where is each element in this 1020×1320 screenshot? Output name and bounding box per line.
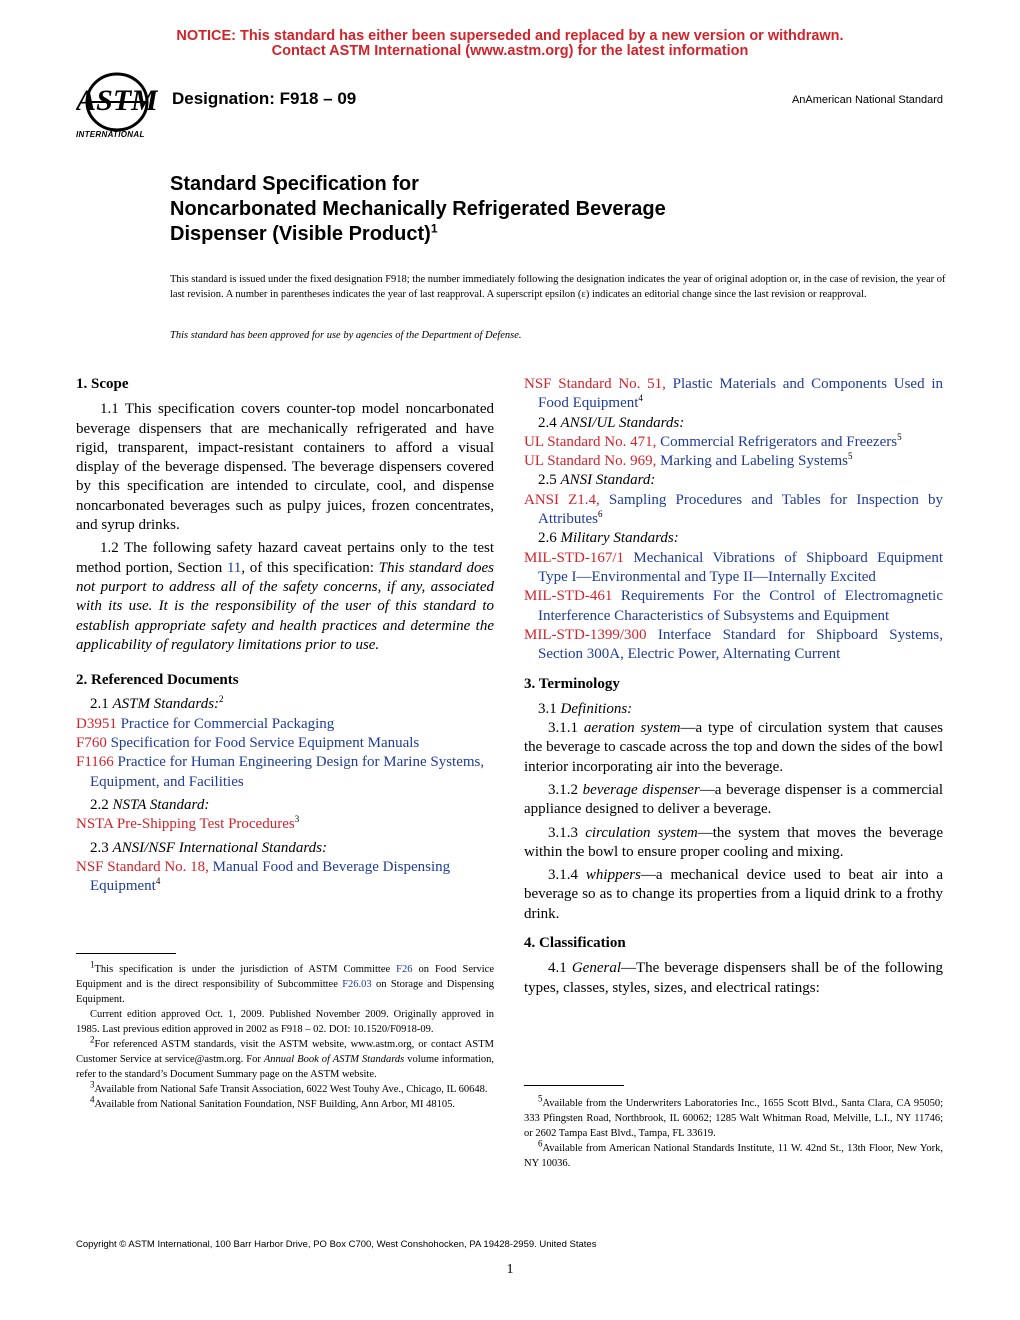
title-footnote-mark: 1	[430, 221, 438, 236]
ref-mil-461[interactable]: MIL-STD-461 Requirements For the Control of Electromagnetic Interference Characteristics of Subsystems and Equipment	[524, 588, 943, 624]
term-beverage-dispenser: 3.1.2 beverage dispenser—a beverage dispenser is a commercial appliance designed to deliver a beverage.	[524, 781, 943, 818]
terminology-heading: 3. Terminology	[524, 676, 620, 693]
ref-mil-1399[interactable]: MIL-STD-1399/300 Interface Standard for Shipboard Systems, Section 300A, Electric Power, Alternating Current	[524, 626, 943, 663]
copyright: Copyright © ASTM International, 100 Barr Harbor Drive, PO Box C700, West Conshohocken, PA 19428-2959. United States	[76, 1239, 597, 1250]
footnote-1: $^1$This specification is under the jurisdiction of ASTM Committee F26 on Food Service Equipment and is the direct responsibility of Subcommittee F26.03 on Storage and Dispensing Equipment.	[76, 959, 494, 1005]
ref-d3951[interactable]: D3951 Practice for Commercial Packaging	[76, 715, 335, 732]
footnote-4: $^4$Available from National Sanitation Foundation, NSF Building, Ann Arbor, MI 48105.	[90, 1094, 455, 1110]
right-column	[524, 375, 943, 998]
footnotes-right	[524, 1093, 943, 1171]
title-line-3: Dispenser (Visible Product)	[170, 223, 431, 245]
definitions-label: 3.1 Definitions:	[538, 700, 633, 717]
term-circulation-system: 3.1.3 circulation system—the system that moves the beverage within the bowl to ensure proper cooling and mixing.	[524, 824, 943, 860]
astm-standards-label: 2.1 ASTM Standards:$^2$	[90, 694, 224, 713]
ref-ansi-z14[interactable]: ANSI Z1.4, Sampling Procedures and Tables for Inspection by Attributes$^6$	[524, 491, 943, 528]
ref-nsta[interactable]: NSTA Pre-Shipping Test Procedures$^3$	[76, 814, 300, 833]
designation: Designation: F918 – 09	[172, 89, 357, 108]
footnote-6: $^6$Available from American National Standards Institute, 11 W. 42nd St., 13th Floor, New York, NY 10036.	[524, 1138, 943, 1169]
nsta-standard-label: 2.2 NSTA Standard:	[90, 796, 210, 813]
footnote-rule-left	[76, 953, 176, 954]
ansi-standard-label: 2.5 ANSI Standard:	[538, 472, 656, 489]
left-column	[76, 375, 494, 896]
ref-mil-167[interactable]: MIL-STD-167/1 Mechanical Vibrations of Shipboard Equipment Type I—Environmental and Type II—Internally Excited	[524, 549, 943, 585]
scope-1-2: 1.2 The following safety hazard caveat pertains only to the test method portion, Section 11, of this specification: This standard does not purport to address all of the safety concerns, if any, associated with its use. It is the responsibility of the user of this standard to establish appropriate safety and health practices and determine the applicability of regulatory limitations prior to use.	[76, 540, 494, 653]
preamble-issued: This standard is issued under the fixed designation F918; the number immediately following the designation indicates the year of original adoption or, in the case of revision, the year of last revision. A number in parentheses indicates the year of last reapproval. A superscript epsilon (ε) indicates an editorial change since the last revision or reapproval.	[170, 274, 946, 300]
footnote-5: $^5$Available from the Underwriters Laboratories Inc., 1655 Scott Blvd., Santa Clara, CA 95050; 333 Pfingsten Road, Northbrook, IL 60062; 1285 Walt Whitman Road, Melville, L.I., NY 11746; or 2602 Tampa East Blvd., Tampa, FL 33619.	[524, 1093, 943, 1139]
title-line-1: Standard Specification for	[170, 173, 419, 195]
ref-nsf51[interactable]: NSF Standard No. 51, Plastic Materials and Components Used in Food Equipment$^4$	[524, 376, 943, 412]
ref-ul471[interactable]: UL Standard No. 471, Commercial Refrigerators and Freezers$^5$	[524, 431, 902, 450]
title-line-2: Noncarbonated Mechanically Refrigerated Beverage	[170, 198, 666, 220]
ref-nsf18[interactable]: NSF Standard No. 18, Manual Food and Beverage Dispensing Equipment$^4$	[76, 858, 451, 895]
scope-heading: 1. Scope	[76, 376, 129, 392]
astm-logo	[76, 72, 158, 132]
page-number: 1	[506, 1262, 514, 1277]
preamble-approved: This standard has been approved for use by agencies of the Department of Defense.	[170, 330, 522, 341]
referenced-heading: 2. Referenced Documents	[76, 672, 239, 689]
astm-logo-text: ASTM	[76, 84, 158, 117]
ref-f1166[interactable]: F1166 Practice for Human Engineering Design for Marine Systems, Equipment, and Facilities	[76, 754, 485, 790]
scope-1-1: 1.1 This specification covers counter-top model noncarbonated beverage dispensers that are mechanically refrigerated and have rigid, transparent, impact-resistant containers to afford a visual display of the beverage dispensed. The beverage dispensers covered by this specification are intended to circulate, cool, and dispense noncarbonated beverages such as pulpy juices, frozen concentrates, and syrup drinks.	[76, 401, 494, 534]
term-aeration-system: 3.1.1 aeration system—a type of circulation system that causes the beverage to cascade across the top and down the sides of the bowl interior incorporating air into the beverage.	[524, 720, 943, 775]
ref-ul969[interactable]: UL Standard No. 969, Marking and Labeling Systems$^5$	[524, 451, 853, 470]
ansi-nsf-label: 2.3 ANSI/NSF International Standards:	[90, 839, 327, 856]
footnote-2: $^2$For referenced ASTM standards, visit the ASTM website, www.astm.org, or contact ASTM Customer Service at service@astm.org. For Annual Book of ASTM Standards volume information, refer to the standard’s Document Summary page on the ASTM website.	[76, 1034, 494, 1080]
national-standard-label: AnAmerican National Standard	[791, 94, 943, 106]
term-whippers: 3.1.4 whippers—a mechanical device used to beat air into a beverage so as to change its properties from a liquid drink to a frothy drink.	[524, 867, 943, 922]
document-title	[170, 172, 666, 247]
footnote-rule-right	[524, 1085, 624, 1086]
footnote-1-current: Current edition approved Oct. 1, 2009. Published November 2009. Originally approved in 1985. Last previous edition approved in 2002 as F918 – 02. DOI: 10.1520/F0918-09.	[76, 1009, 494, 1035]
ansi-ul-label: 2.4 ANSI/UL Standards:	[538, 414, 685, 431]
footnote-3: $^3$Available from National Safe Transit Association, 6022 West Touhy Ave., Chicago, IL 60648.	[90, 1079, 488, 1095]
classification-general: 4.1 General—The beverage dispensers shall be of the following types, classes, styles, sizes, and electrical ratings:	[524, 960, 944, 996]
notice-line-2: Contact ASTM International (www.astm.org) for the latest information	[271, 43, 749, 59]
ref-f760[interactable]: F760 Specification for Food Service Equipment Manuals	[76, 735, 420, 752]
footnotes-left	[76, 959, 494, 1112]
section-11-link[interactable]: 11	[226, 559, 242, 576]
notice-line-1: NOTICE: This standard has either been superseded and replaced by a new version or withdrawn.	[176, 28, 844, 44]
classification-heading: 4. Classification	[524, 935, 626, 952]
astm-logo-subtitle: INTERNATIONAL	[76, 130, 145, 139]
military-standards-label: 2.6 Military Standards:	[538, 530, 679, 547]
